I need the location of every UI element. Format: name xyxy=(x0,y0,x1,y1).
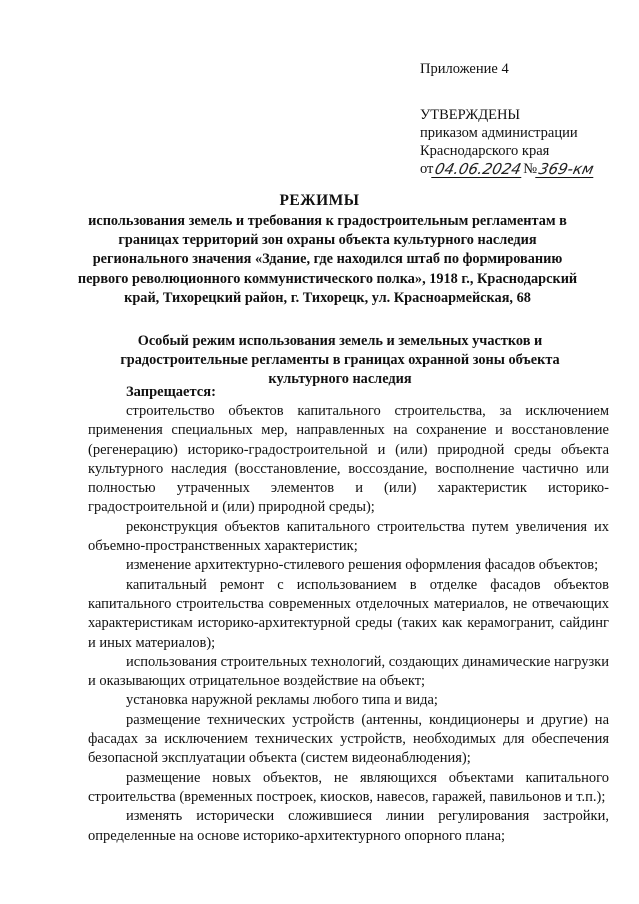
paragraph: реконструкция объектов капитального строительства путем увеличения их объемно-пространственных характеристик; xyxy=(88,518,609,555)
handwritten-order-date: 04.06.2024 xyxy=(433,160,524,178)
paragraph: установка наружной рекламы любого типа и вида; xyxy=(126,692,438,709)
paragraph: размещение технических устройств (антенны, кондиционеры и другие) на фасадах за исключением технических устройств, необходимых для обеспечения безопасной эксплуатации объекта (систем видеонаблюдения); xyxy=(88,711,609,767)
approved-region: Краснодарского края xyxy=(420,143,550,159)
approval-block xyxy=(420,106,596,178)
appendix-label: Приложение 4 xyxy=(420,61,509,77)
paragraph: использования строительных технологий, создающих динамические нагрузки и оказывающих отрицательное воздействие на объект; xyxy=(88,653,609,690)
paragraph: строительство объектов капитального строительства, за исключением применения специальных мер, направленных на сохранение и восстановление (регенерацию) историко-градостроительной и (или) природной среды объекта культурного наследия (восстановление, воссоздание, восполнение частично или полностью утраченных элементов и (или) характеристик историко-градостроительной и (или) природной среды); xyxy=(88,403,609,516)
document-subtitle: использования земель и требования к градостроительным регламентам в границах территорий зон охраны объекта культурного наследия регионального значения «Здание, где находился штаб по формированию первого революционного коммунистического полка», 1918 г., Краснодарский край, Тихорецкий район, г. Тихорецк, ул. Красноармейская, 68 xyxy=(77,213,578,306)
section-title: Особый режим использования земель и земельных участков и градостроительные регламенты в границах охранной зоны объекта культурного наследия xyxy=(120,333,560,388)
document-title: РЕЖИМЫ xyxy=(279,192,360,209)
approved-heading: УТВЕРЖДЕНЫ xyxy=(420,107,521,123)
order-date-number-line xyxy=(420,160,596,178)
approved-by-order: приказом администрации xyxy=(420,125,578,141)
paragraph: изменение архитектурно-стилевого решения оформления фасадов объектов; xyxy=(126,557,599,574)
prohibited-label: Запрещается: xyxy=(126,384,216,400)
document-body xyxy=(88,402,609,846)
order-number-prefix: № xyxy=(523,161,538,177)
handwritten-order-number: 369-км xyxy=(537,160,596,178)
paragraph: изменять исторически сложившиеся линии регулирования застройки, определенные на основе историко-архитектурного опорного плана; xyxy=(88,808,609,844)
paragraph: капитальный ремонт с использованием в отделке фасадов объектов капитального строительства современных отделочных материалов, не отвечающих характеристикам историко-архитектурной среды (таких как керамогранит, сайдинг и иных материалов); xyxy=(88,576,609,651)
order-date-prefix: от xyxy=(420,161,434,177)
paragraph: размещение новых объектов, не являющихся объектами капитального строительства (временных построек, киосков, навесов, гаражей, павильонов и т.п.); xyxy=(88,769,609,805)
